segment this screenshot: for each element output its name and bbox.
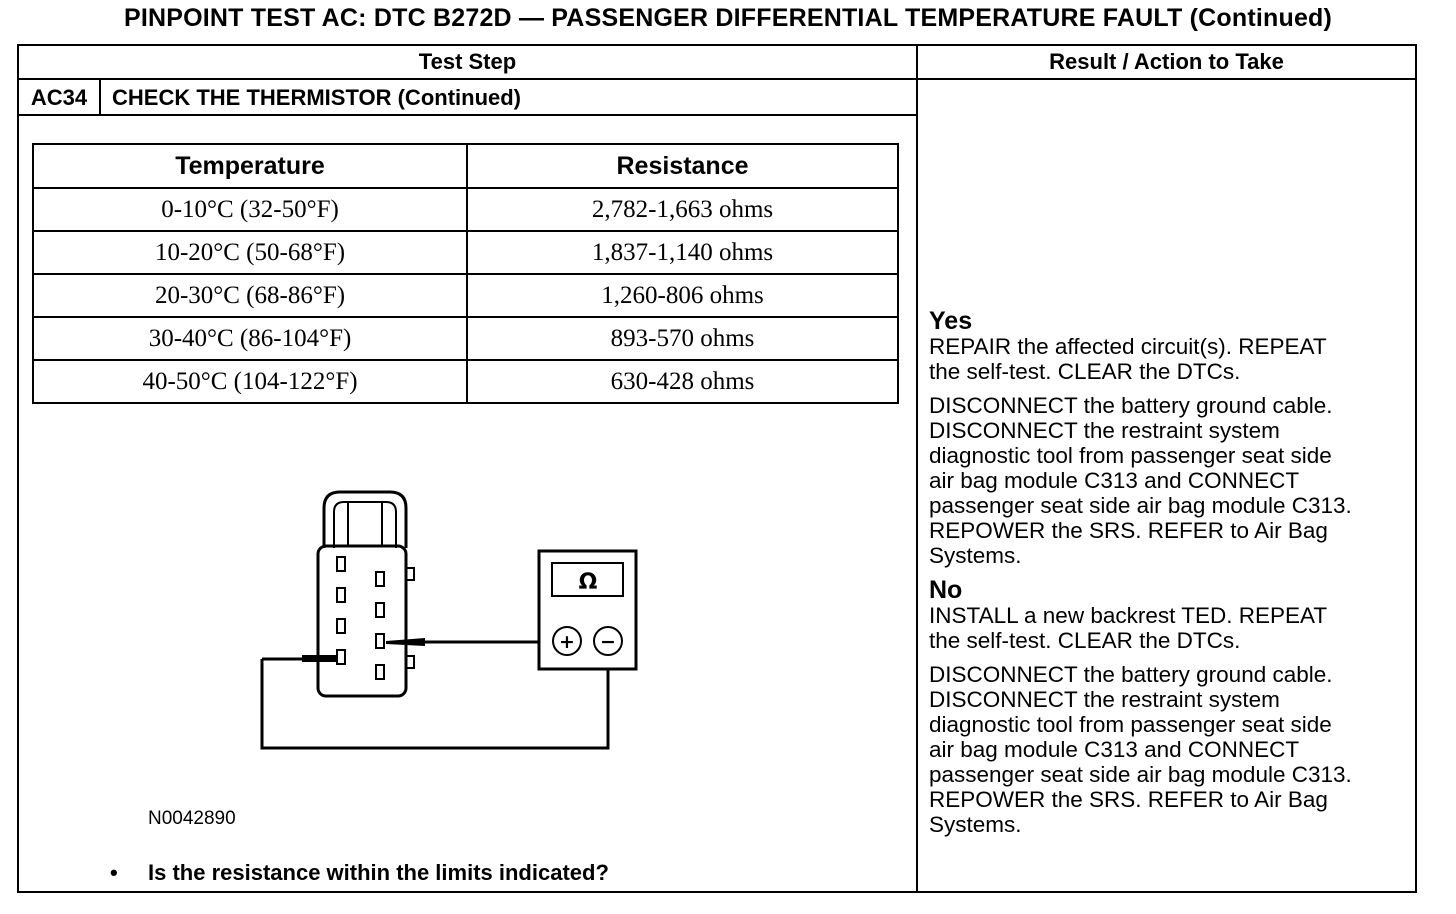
table-header-temperature: Temperature [33, 144, 467, 188]
result-no-label: No [929, 576, 963, 604]
result-yes-line: the self-test. CLEAR the DTCs. [929, 359, 1241, 384]
resistance-cell: 893-570 ohms [467, 317, 898, 360]
table-row [33, 188, 898, 231]
result-yes-step: REPOWER the SRS. REFER to Air Bag [929, 518, 1328, 543]
table-row [33, 274, 898, 317]
result-no-step: Systems. [929, 812, 1022, 837]
result-yes-step: diagnostic tool from passenger seat side [929, 443, 1332, 468]
test-probe-left-icon [262, 655, 336, 662]
column-divider [916, 44, 918, 893]
resistance-table [32, 143, 899, 404]
result-no-step: DISCONNECT the battery ground cable. [929, 662, 1333, 687]
result-no-line: INSTALL a new backrest TED. REPEAT [929, 603, 1328, 628]
meter-connection-diagram [240, 480, 660, 760]
result-yes-line: REPAIR the affected circuit(s). REPEAT [929, 334, 1327, 359]
step-id: AC34 [30, 85, 88, 110]
ohm-symbol: Ω [578, 570, 598, 595]
temperature-cell: 0-10°C (32-50°F) [33, 188, 467, 231]
column-header-test-step: Test Step [418, 49, 517, 74]
temperature-cell: 10-20°C (50-68°F) [33, 231, 467, 274]
connector-latch-inner [334, 502, 396, 548]
figure-id: N0042890 [148, 808, 236, 829]
result-no-step: passenger seat side air bag module C313. [929, 762, 1352, 787]
result-yes-step: passenger seat side air bag module C313. [929, 493, 1352, 518]
table-header-resistance: Resistance [467, 144, 898, 188]
result-no-step: diagnostic tool from passenger seat side [929, 712, 1332, 737]
resistance-cell: 1,837-1,140 ohms [467, 231, 898, 274]
question-text: Is the resistance within the limits indicated? [148, 860, 609, 885]
question-item [110, 860, 609, 886]
result-yes-step: DISCONNECT the restraint system [929, 418, 1280, 443]
temperature-cell: 20-30°C (68-86°F) [33, 274, 467, 317]
temperature-cell: 40-50°C (104-122°F) [33, 360, 467, 403]
result-yes-step: air bag module C313 and CONNECT [929, 468, 1300, 493]
step-divider [17, 114, 917, 116]
result-no-line: the self-test. CLEAR the DTCs. [929, 628, 1241, 653]
result-no-block [929, 577, 1352, 837]
table-header-row [33, 144, 898, 188]
resistance-cell: 2,782-1,663 ohms [467, 188, 898, 231]
column-header-result-action: Result / Action to Take [1049, 49, 1284, 74]
result-no-step: air bag module C313 and CONNECT [929, 737, 1300, 762]
result-yes-step: DISCONNECT the battery ground cable. [929, 393, 1333, 418]
connector-latch-icon [324, 492, 406, 548]
temperature-cell: 30-40°C (86-104°F) [33, 317, 467, 360]
table-row [33, 231, 898, 274]
page-title: PINPOINT TEST AC: DTC B272D — PASSENGER DIFFERENTIAL TEMPERATURE FAULT (Continued) [123, 4, 1333, 32]
resistance-cell: 630-428 ohms [467, 360, 898, 403]
step-id-divider [99, 80, 101, 116]
negative-symbol: − [600, 631, 616, 653]
positive-symbol: + [559, 631, 575, 653]
table-row [33, 317, 898, 360]
test-probe-right-icon [386, 638, 553, 646]
result-yes-label: Yes [929, 307, 973, 335]
header-divider [17, 78, 1417, 80]
resistance-cell: 1,260-806 ohms [467, 274, 898, 317]
result-yes-block [929, 308, 1352, 568]
result-yes-step: Systems. [929, 543, 1022, 568]
result-no-step: DISCONNECT the restraint system [929, 687, 1280, 712]
result-no-step: REPOWER the SRS. REFER to Air Bag [929, 787, 1328, 812]
connector-body-icon [318, 546, 406, 696]
step-title: CHECK THE THERMISTOR (Continued) [112, 85, 522, 110]
table-row [33, 360, 898, 403]
connector-pins-icon [337, 557, 384, 679]
bullet-icon: • [110, 860, 118, 885]
